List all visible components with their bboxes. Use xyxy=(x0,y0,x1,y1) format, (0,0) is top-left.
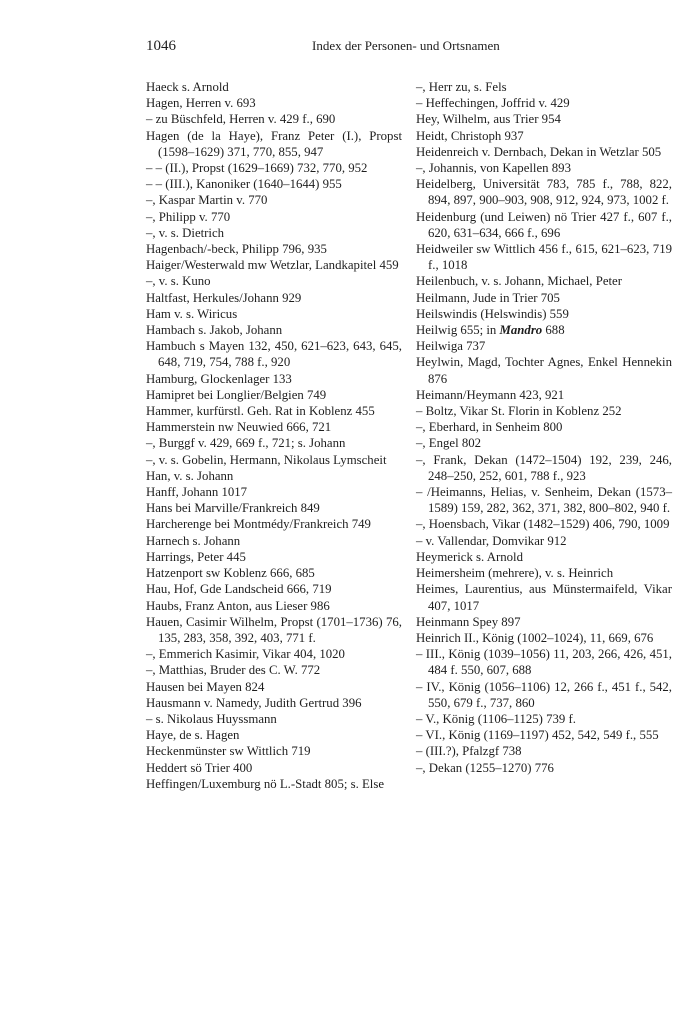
index-entry: Hatzenport sw Koblenz 666, 685 xyxy=(146,566,315,581)
page-number: 1046 xyxy=(146,38,176,54)
index-entry: –, Hoensbach, Vikar (1482–1529) 406, 790, 1009 xyxy=(416,517,670,532)
index-entry: Haye, de s. Hagen xyxy=(146,728,240,743)
index-entry: Hammerstein nw Neuwied 666, 721 xyxy=(146,420,332,435)
index-entry: – Boltz, Vikar St. Florin in Koblenz 252 xyxy=(416,404,622,419)
index-entry: Haiger/Westerwald mw Wetzlar, Landkapitel 459 xyxy=(146,258,399,273)
index-entry: – V., König (1106–1125) 739 f. xyxy=(416,711,576,726)
index-entry: Heidenreich v. Dernbach, Dekan in Wetzlar 505 xyxy=(416,144,662,159)
index-entry: Heffingen/Luxemburg nö L.-Stadt 805; s. Else xyxy=(146,776,385,791)
index-entry: – /Heimanns, Helias, v. Senheim, Dekan (1573–1589) 159, 282, 362, 371, 382, 800–802, 940 f. xyxy=(416,485,672,516)
index-entry: –, Kaspar Martin v. 770 xyxy=(146,193,268,208)
index-entry: – VI., König (1169–1197) 452, 542, 549 f., 555 xyxy=(416,728,659,743)
index-entry: Ham v. s. Wiricus xyxy=(146,306,238,321)
index-entry: Hambach s. Jakob, Johann xyxy=(146,323,283,338)
running-title: Index der Personen- und Ortsnamen xyxy=(312,38,500,53)
index-entry: –, Eberhard, in Senheim 800 xyxy=(416,420,563,435)
index-entry: Han, v. s. Johann xyxy=(146,468,234,483)
index-entry: Heidweiler sw Wittlich 456 f., 615, 621–623, 719 f., 1018 xyxy=(416,242,672,273)
index-entry: Heilwig 655; in Mandro 688 xyxy=(416,323,565,338)
index-entry: –, Emmerich Kasimir, Vikar 404, 1020 xyxy=(146,647,345,662)
index-entry: Hambuch s Mayen 132, 450, 621–623, 643, 645, 648, 719, 754, 788 f., 920 xyxy=(146,339,402,370)
index-entry: Hamipret bei Longlier/Belgien 749 xyxy=(146,387,327,402)
index-entry: Heidelberg, Universität 783, 785 f., 788, 822, 894, 897, 900–903, 908, 912, 924, 973, 1002 f. xyxy=(416,177,672,208)
index-entry: Harnech s. Johann xyxy=(146,533,241,548)
index-entry: –, Burggf v. 429, 669 f., 721; s. Johann xyxy=(146,436,346,451)
index-entry: Hamburg, Glockenlager 133 xyxy=(146,371,292,386)
index-entry: Heimann/Heymann 423, 921 xyxy=(416,387,565,402)
index-entry: –, Matthias, Bruder des C. W. 772 xyxy=(146,663,321,678)
index-entry: Heidenburg (und Leiwen) nö Trier 427 f., 607 f., 620, 631–634, 666 f., 696 xyxy=(416,209,672,240)
index-entry: Heilwiga 737 xyxy=(416,339,486,354)
index-entry: Hausmann v. Namedy, Judith Gertrud 396 xyxy=(146,695,362,710)
index-entry: Harrings, Peter 445 xyxy=(146,549,246,564)
index-entry: – Heffechingen, Joffrid v. 429 xyxy=(416,96,570,111)
index-entry: –, Johannis, von Kapellen 893 xyxy=(416,161,571,176)
index-columns xyxy=(146,79,672,792)
index-entry: Heilenbuch, v. s. Johann, Michael, Peter xyxy=(416,274,622,289)
index-entry: Heymerick s. Arnold xyxy=(416,549,523,564)
index-entry: – – (III.), Kanoniker (1640–1644) 955 xyxy=(146,177,342,192)
index-entry: –, Engel 802 xyxy=(416,436,482,451)
index-entry: Heddert sö Trier 400 xyxy=(146,760,253,775)
index-entry: Heidt, Christoph 937 xyxy=(416,128,524,143)
index-entry: – – (II.), Propst (1629–1669) 732, 770, 952 xyxy=(146,161,368,176)
index-entry: Hau, Hof, Gde Landscheid 666, 719 xyxy=(146,582,332,597)
index-entry: –, Frank, Dekan (1472–1504) 192, 239, 246, 248–250, 252, 601, 788 f., 923 xyxy=(416,452,672,483)
index-entry: Hey, Wilhelm, aus Trier 954 xyxy=(416,112,561,127)
index-entry: Heinrich II., König (1002–1024), 11, 669, 676 xyxy=(416,630,654,645)
index-entry: Heimersheim (mehrere), v. s. Heinrich xyxy=(416,566,614,581)
index-entry: –, v. s. Dietrich xyxy=(146,225,225,240)
index-entry: –, v. s. Gobelin, Hermann, Nikolaus Lymscheit xyxy=(146,452,387,467)
index-entry: Hauen, Casimir Wilhelm, Propst (1701–1736) 76, 135, 283, 358, 392, 403, 771 f. xyxy=(146,614,402,645)
index-entry: Hans bei Marville/Frankreich 849 xyxy=(146,501,320,516)
index-entry: – III., König (1039–1056) 11, 203, 266, 426, 451, 484 f. 550, 607, 688 xyxy=(416,647,672,678)
index-entry: – IV., König (1056–1106) 12, 266 f., 451 f., 542, 550, 679 f., 737, 860 xyxy=(416,679,672,710)
index-entry: – v. Vallendar, Domvikar 912 xyxy=(416,533,567,548)
index-entry: Haltfast, Herkules/Johann 929 xyxy=(146,290,302,305)
page-header xyxy=(146,38,672,60)
index-entry: – zu Büschfeld, Herren v. 429 f., 690 xyxy=(146,112,336,127)
index-entry: Hagenbach/-beck, Philipp 796, 935 xyxy=(146,242,327,257)
index-entry: Hanff, Johann 1017 xyxy=(146,485,248,500)
index-entry: Harcherenge bei Montmédy/Frankreich 749 xyxy=(146,517,371,532)
index-entry: Heinmann Spey 897 xyxy=(416,614,521,629)
index-entry: Heimes, Laurentius, aus Münstermaifeld, Vikar 407, 1017 xyxy=(416,582,672,613)
index-entry: –, Herr zu, s. Fels xyxy=(416,80,507,94)
index-column-left xyxy=(146,79,402,792)
index-entry: Heilmann, Jude in Trier 705 xyxy=(416,290,560,305)
index-entry: –, Philipp v. 770 xyxy=(146,209,231,224)
index-entry: Haubs, Franz Anton, aus Lieser 986 xyxy=(146,598,330,613)
index-entry: Haeck s. Arnold xyxy=(146,80,229,94)
index-entry: –, v. s. Kuno xyxy=(146,274,211,289)
index-entry: – (III.?), Pfalzgf 738 xyxy=(416,744,522,759)
index-entry: Heckenmünster sw Wittlich 719 xyxy=(146,744,311,759)
italic-title: Mandro xyxy=(499,323,543,338)
index-entry: Hagen, Herren v. 693 xyxy=(146,96,256,111)
index-column-right xyxy=(416,79,672,792)
index-entry: –, Dekan (1255–1270) 776 xyxy=(416,760,554,775)
index-entry: Heilswindis (Helswindis) 559 xyxy=(416,306,569,321)
index-entry: Hammer, kurfürstl. Geh. Rat in Koblenz 455 xyxy=(146,404,375,419)
index-entry: Heylwin, Magd, Tochter Agnes, Enkel Hennekin 876 xyxy=(416,355,672,386)
index-entry: – s. Nikolaus Huyssmann xyxy=(146,711,277,726)
index-entry: Hausen bei Mayen 824 xyxy=(146,679,265,694)
index-entry: Hagen (de la Haye), Franz Peter (I.), Propst (1598–1629) 371, 770, 855, 947 xyxy=(146,128,402,159)
